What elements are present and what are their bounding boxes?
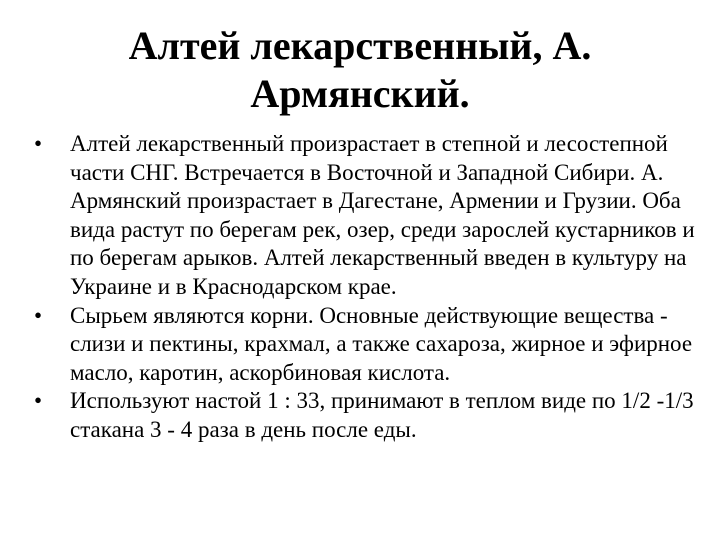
- bullet-text-3: Используют настой 1 : 33, принимают в теплом виде по 1/2 -1/3 стакана 3 - 4 раза в день после еды.: [70, 388, 694, 442]
- bullet-list: [28, 130, 698, 445]
- slide-title-line-2: Армянский.: [250, 71, 470, 116]
- bullet-item-3: [28, 387, 698, 444]
- bullet-text-1: Алтей лекарственный произрастает в степной и лесостепной части СНГ. Встречается в Восточной и Западной Сибири. А. Армянский произрастает в Дагестане, Армении и Грузии. Оба вида растут по берегам рек, озер, среди зарослей кустарников и по берегам арыков. Алтей лекарственный введен в культуру на Украине и в Краснодарском крае.: [70, 131, 695, 299]
- bullet-dot-icon: •: [33, 388, 43, 414]
- bullet-item-1: [28, 130, 698, 302]
- slide-title-line-1: Алтей лекарственный, А.: [128, 23, 592, 68]
- bullet-item-2: [28, 302, 698, 388]
- slide-title: [60, 22, 660, 118]
- bullet-text-2: Сырьем являются корни. Основные действующие вещества - слизи и пектины, крахмал, а также сахароза, жирное и эфирное масло, каротин, аскорбиновая кислота.: [70, 302, 693, 385]
- bullet-dot-icon: •: [33, 131, 43, 156]
- bullet-dot-icon: •: [33, 302, 43, 328]
